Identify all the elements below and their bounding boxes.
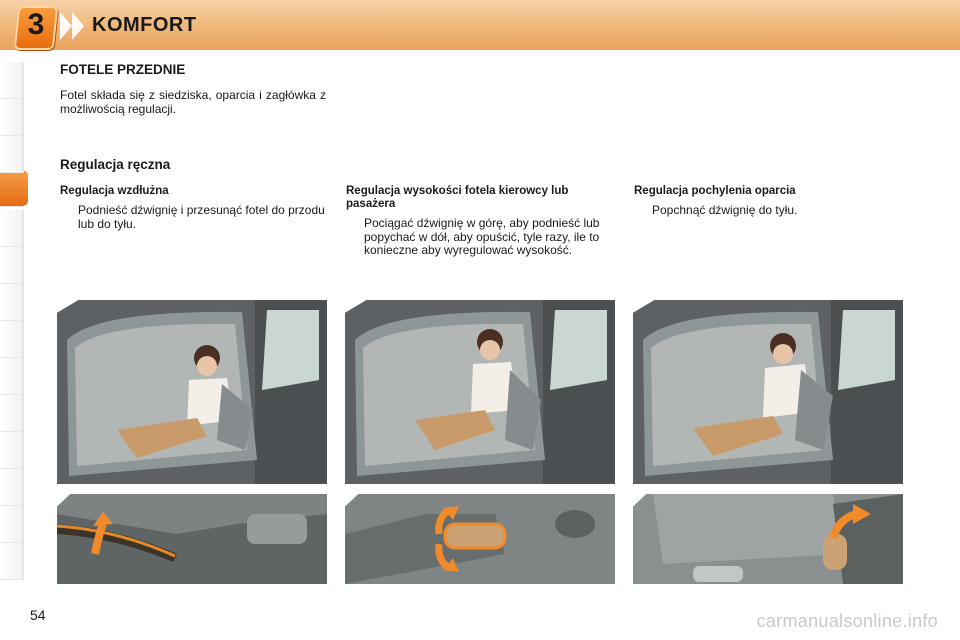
instruction-text: Podnieść dźwignię i przesunąć fotel do przodu lub do tyłu. <box>78 203 325 231</box>
column-height <box>346 185 616 258</box>
section-intro: Fotel składa się z siedziska, oparcia i zagłówka z możliwością regulacji. <box>60 88 326 116</box>
page-number: 54 <box>30 607 46 623</box>
photo-seat-height <box>345 300 615 484</box>
chapter-tab[interactable] <box>0 247 24 284</box>
instruction <box>346 217 616 258</box>
chapter-tab[interactable] <box>0 469 24 506</box>
detail-longitudinal-lever <box>57 494 327 584</box>
header-bar <box>0 0 960 50</box>
chapter-tab-active[interactable] <box>0 170 28 207</box>
chevron-right-icon <box>72 12 84 40</box>
chapter-tab[interactable] <box>0 210 24 247</box>
instruction-text: Pociągać dźwignię w górę, aby podnieść lub popychać w dół, aby opuścić, tyle razy, ile to konieczne aby wyregulować wysokość. <box>364 216 600 257</box>
chapter-tab[interactable] <box>0 358 24 395</box>
watermark: carmanualsonline.info <box>756 611 938 631</box>
photo-seat-recline <box>633 300 903 484</box>
instruction-text: Popchnąć dźwignię do tyłu. <box>652 203 798 217</box>
subsection-title: Regulacja ręczna <box>60 157 171 172</box>
column-longitudinal <box>60 185 328 231</box>
chapter-tab[interactable] <box>0 543 24 580</box>
photo-seat-longitudinal <box>57 300 327 484</box>
chapter-tab[interactable] <box>0 284 24 321</box>
detail-height-lever <box>345 494 615 584</box>
chapter-tab[interactable] <box>0 432 24 469</box>
chapter-title: KOMFORT <box>92 14 197 36</box>
chapter-tab[interactable] <box>0 136 24 173</box>
column-heading: Regulacja wzdłużna <box>60 185 169 197</box>
instruction <box>634 204 904 218</box>
chapter-tab[interactable] <box>0 321 24 358</box>
chevron-right-icon <box>60 12 72 40</box>
column-recline <box>634 185 904 218</box>
detail-recline-lever <box>633 494 903 584</box>
chapter-number: 3 <box>27 8 45 41</box>
column-heading: Regulacja pochylenia oparcia <box>634 185 796 197</box>
chapter-tab[interactable] <box>0 506 24 543</box>
instruction <box>60 204 328 231</box>
section-title: FOTELE PRZEDNIE <box>60 62 186 77</box>
chapter-tab[interactable] <box>0 395 24 432</box>
chapter-tab[interactable] <box>0 99 24 136</box>
chapter-tab[interactable] <box>0 62 24 99</box>
column-heading: Regulacja wysokości fotela kierowcy lub pasażera <box>346 185 569 210</box>
